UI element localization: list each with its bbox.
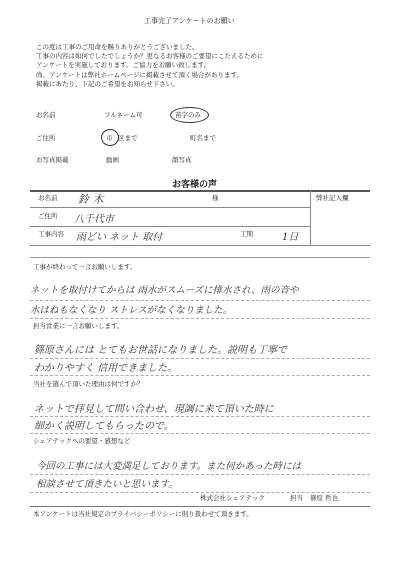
q3-answer-line: ネットで拝見して問い合わせ、現調に来て頂いた時に: [34, 404, 274, 415]
q1-answer-line: 水はねもなくなり ストレスがなくなりました。: [30, 305, 233, 316]
q1-question: 工事が終わって一言お願いします。: [33, 263, 137, 271]
page-title: 工事完了アンケートのお願い: [144, 17, 235, 25]
q4-question: シェアテックへの要望・感想など: [33, 437, 131, 445]
intro-text: [36, 43, 264, 89]
q2-question: 担当営業に一言お願いします。: [33, 322, 124, 330]
customer-name: 鈴 木: [78, 193, 104, 206]
intro-line: アンケートを実施しております。ご協力をお願い致します。: [36, 61, 211, 69]
q4-answer-line: 今回の工事には大変満足しております。また何かあった時には: [36, 461, 302, 472]
selected-circle: [170, 107, 209, 123]
entry-label: 弊社記入欄: [316, 194, 349, 202]
name-option-surname[interactable]: 苗字のみ: [175, 111, 201, 119]
name-option-full[interactable]: フルネーム可: [104, 111, 143, 119]
address-option-city-suffix: 区まで: [118, 134, 138, 142]
staff-label: 担当: [290, 494, 303, 502]
photo-option-face[interactable]: 顔写真: [172, 156, 192, 164]
selected-circle: [101, 129, 119, 146]
work-label: 工事内容: [38, 230, 64, 238]
voice-title: お客様の声: [172, 180, 218, 190]
name-label: お名前: [38, 194, 58, 202]
q3-question: 当社を選んで頂いた理由は何ですか？: [33, 380, 144, 388]
address-option-town[interactable]: 町名まで: [190, 134, 216, 142]
name-option-label: お名前: [36, 111, 56, 119]
work-content: 雨どい ネット 取付: [76, 232, 163, 243]
address-option-label: ご住所: [36, 134, 56, 142]
period-label: 工期: [240, 230, 253, 238]
privacy-note: 本アンケートは当社規定のプライバシーポリシーに則り扱わせて頂きます。: [33, 510, 253, 518]
q1-answer-line: ネットを取付けてからは 雨水がスムーズに排水され、雨の音や: [30, 285, 299, 296]
name-suffix: 様: [212, 194, 219, 202]
address-option-city[interactable]: 市: [106, 134, 113, 142]
intro-line: 工事の内容は如何でしたでしょうか？更なるお客様のご要望にこたえるために: [36, 52, 264, 60]
photo-option-label: お写真掲載: [36, 156, 69, 164]
intro-line: 掲載にあたり、下記のご希望をお知らせ下さい。: [36, 80, 179, 88]
company-name: 株式会社シェアテック: [200, 494, 265, 502]
staff-name: 篠原 哲也: [310, 494, 339, 502]
intro-line: 尚、アンケートは弊社ホームページに掲載させて頂く場合があります。: [36, 71, 243, 79]
q2-answer-line: わかりやすく 信用できました。: [34, 363, 178, 374]
q2-answer-line: 篠原さんには とてもお世話になりました。説明も丁寧で: [34, 345, 288, 356]
q3-answer-line: 細かく説明してもらったので。: [34, 421, 174, 432]
q4-answer-line: 相談させて頂きたいと思います。: [36, 479, 178, 490]
photo-option-video[interactable]: 動画: [106, 156, 119, 164]
customer-address: 八千代市: [74, 214, 114, 225]
intro-line: この度は工事のご用命を賜りありがとうございました。: [36, 43, 199, 51]
address-label: ご住所: [38, 212, 58, 220]
period-value: 1日: [282, 232, 299, 243]
